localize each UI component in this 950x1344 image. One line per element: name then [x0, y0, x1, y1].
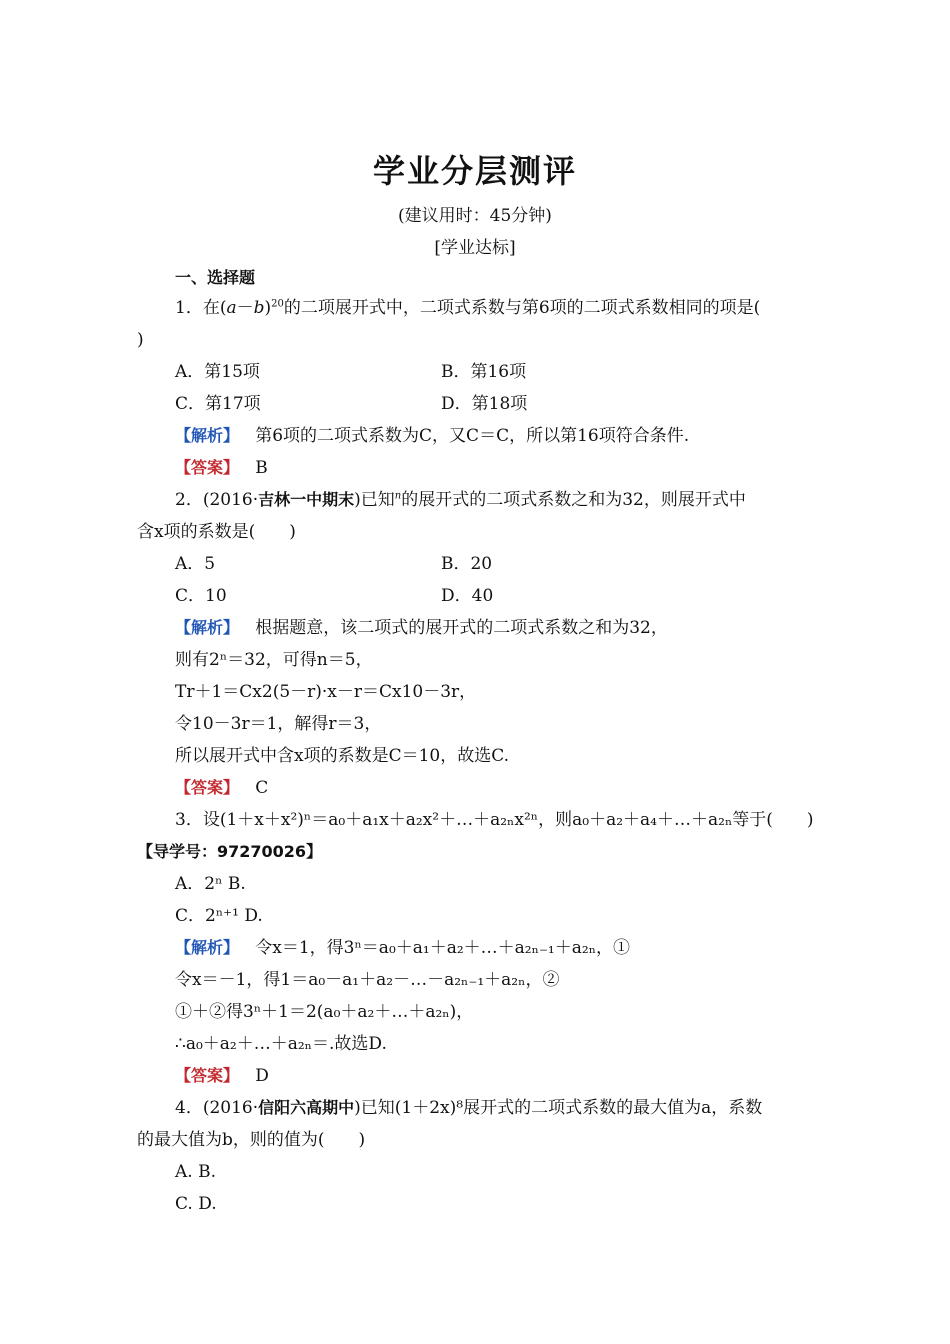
q4-option-cd[interactable]: C. D. — [175, 1194, 217, 1214]
analysis-label: 【解析】 — [175, 618, 240, 637]
q1-option-d[interactable]: D．第18项 — [441, 394, 528, 414]
q3-analysis: 【解析】 令x＝1，得3ⁿ＝a₀＋a₁＋a₂＋…＋a₂ₙ₋₁＋a₂ₙ，① — [175, 938, 631, 958]
time-note: (建议用时：45分钟) — [398, 206, 552, 226]
q4-stem-line2: 的最大值为b，则的值为( ) — [137, 1130, 366, 1150]
part-heading: 一、选择题 — [175, 268, 256, 287]
q3-option-cd[interactable]: C．2ⁿ⁺¹ D. — [175, 906, 263, 926]
q2-source: 吉林一中期末 — [258, 490, 355, 509]
q2-analysis-5: 所以展开式中含x项的系数是C＝10，故选C. — [175, 746, 510, 766]
q3-answer: 【答案】 D — [175, 1066, 269, 1086]
q1-option-b[interactable]: B．第16项 — [441, 362, 527, 382]
q2-stem: 2．(2016·吉林一中期末)已知$^n$的展开式的二项式系数之和为32，则展开式中 — [175, 490, 746, 510]
q2-analysis-3: Tr＋1＝Cx2(5－r)·x－r＝Cx10－3r， — [175, 682, 477, 702]
q2-stem-line2: 含x项的系数是( ) — [137, 522, 296, 542]
q2-analysis-2: 则有2ⁿ＝32，可得n＝5， — [175, 650, 373, 670]
answer-label: 【答案】 — [175, 458, 240, 477]
q2-option-c[interactable]: C．10 — [175, 586, 227, 606]
q2-option-a[interactable]: A．5 — [175, 554, 216, 574]
q2-analysis: 【解析】 根据题意，该二项式的展开式的二项式系数之和为32， — [175, 618, 668, 638]
q1-stem: 1．在$(a-b)^{20}$的二项展开式中，二项式系数与第6项的二项式系数相同的项是( — [175, 298, 761, 318]
q1-option-c[interactable]: C．第17项 — [175, 394, 261, 414]
q3-analysis-4: ∴a₀＋a₂＋…＋a₂ₙ＝.故选D. — [175, 1034, 387, 1054]
answer-label: 【答案】 — [175, 1066, 240, 1085]
q2-analysis-4: 令10－3r＝1，解得r＝3， — [175, 714, 382, 734]
answer-label: 【答案】 — [175, 778, 240, 797]
q2-option-b[interactable]: B．20 — [441, 554, 493, 574]
guide-number: 【导学号：97270026】 — [137, 842, 323, 861]
section-label: [学业达标] — [434, 238, 516, 258]
page-title: 学业分层测评 — [372, 152, 577, 190]
q4-source: 信阳六高期中 — [258, 1098, 355, 1117]
q3-stem: 3．设(1＋x＋x²)ⁿ＝a₀＋a₁x＋a₂x²＋…＋a₂ₙx²ⁿ，则a₀＋a₂＋a₄＋…＋a₂ₙ等于( ) — [175, 810, 814, 830]
q1-answer: 【答案】 B — [175, 458, 268, 478]
q4-option-ab[interactable]: A. B. — [175, 1162, 216, 1182]
q3-analysis-2: 令x＝－1，得1＝a₀－a₁＋a₂－…－a₂ₙ₋₁＋a₂ₙ，② — [175, 970, 560, 990]
analysis-label: 【解析】 — [175, 938, 240, 957]
q3-option-ab[interactable]: A．2ⁿ B. — [175, 874, 246, 894]
q1-analysis: 【解析】 第6项的二项式系数为C，又C＝C，所以第16项符合条件. — [175, 426, 690, 446]
q2-option-d[interactable]: D．40 — [441, 586, 494, 606]
q4-stem: 4．(2016·信阳六高期中)已知(1＋2x)⁸展开式的二项式系数的最大值为a，系数 — [175, 1098, 763, 1118]
q3-analysis-3: ①＋②得3ⁿ＋1＝2(a₀＋a₂＋…＋a₂ₙ)， — [175, 1002, 474, 1022]
q1-stem-close: ) — [137, 330, 144, 350]
q1-option-a[interactable]: A．第15项 — [175, 362, 260, 382]
q2-answer: 【答案】 C — [175, 778, 269, 798]
analysis-label: 【解析】 — [175, 426, 240, 445]
